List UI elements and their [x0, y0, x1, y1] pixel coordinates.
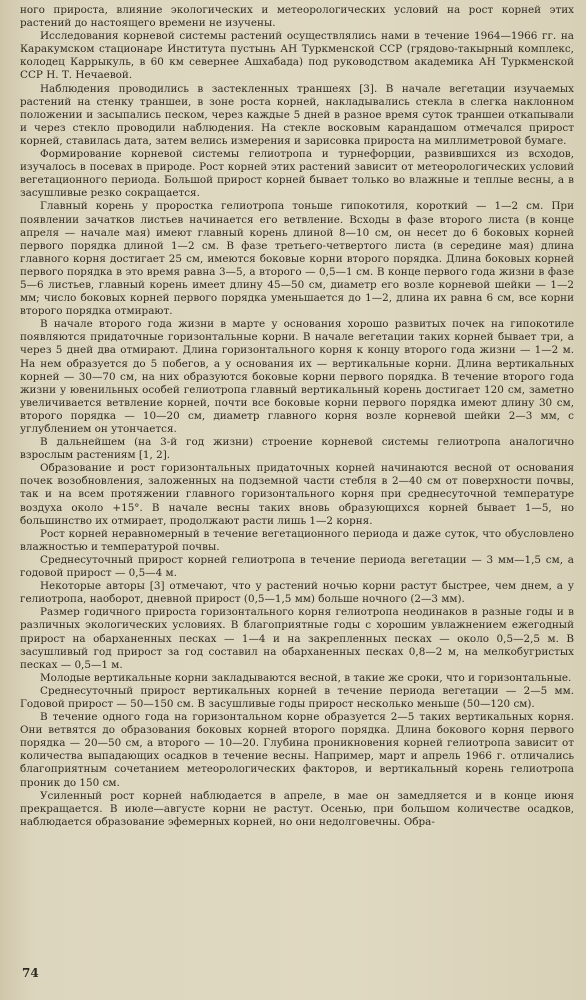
- paragraph-1: ного прироста, влияние экологических и метеорологических условий на рост корней этих растений до настоящего времени не изучены.: [20, 4, 574, 30]
- paragraph-15: В течение одного года на горизонтальном корне образуется 2—5 таких вертикальных корня. Они ветвятся до образования боковых корней второго порядка. Длина бокового корня первого порядка — 20—50 см, а второго — 10—20. Глубина проникновения корней гелиотропа зависит от количества выпадающих осадков в течение весны. Например, март и апрель 1966 г. отличались благоприятным сочетанием метеорологических факторов, и вертикальный корень гелиотропа проник до 150 см.: [20, 711, 574, 789]
- paragraph-8: Образование и рост горизонтальных придаточных корней начинаются весной от основания почек возобновления, заложенных на подземной части стебля в 2—40 см от поверхности почвы, так и на всем протяжении главного горизонтального корня при среднесуточной температуре воздуха около +15°. В начале весны таких вновь образующихся корней бывает 1—5, но большинство их отмирает, продолжают расти лишь 1—2 корня.: [20, 462, 574, 527]
- paragraph-9: Рост корней неравномерный в течение вегетационного периода и даже суток, что обусловлено влажностью и температурой почвы.: [20, 527, 574, 553]
- paragraph-3: Наблюдения проводились в застекленных траншеях [3]. В начале вегетации изучаемых растений на стенку траншеи, в зоне роста корней, накладывались стекла в слегка наклонном положении и засыпались песком, через каждые 5 дней в разное время суток траншеи откапывали и через стекло проводили наблюдения. На стекле восковым карандашом отмечался прирост корней, ставилась дата, затем велись измерения и зарисовка прироста на миллиметровой бумаге.: [20, 82, 574, 147]
- paragraph-12: Размер годичного прироста горизонтального корня гелиотропа неодинаков в разные годы и в различных экологических условиях. В благоприятные годы с хорошим увлажнением ежегодный прирост на обарханенных песках — 1—4 и на закрепленных песках — около 0,5—2,5 м. В засушливый год прирост за год составил на обарханенных песках 0,8—2 м, на мелкобугристых песках — 0,5—1 м.: [20, 606, 574, 671]
- body-text: [20, 4, 574, 829]
- paragraph-2: Исследования корневой системы растений осуществлялись нами в течение 1964—1966 гг. на Каракумском стационаре Института пустынь АН Туркменской ССР (грядово-такырный комплекс, колодец Каррыкуль, в 60 км севернее Ашхабада) под руководством академика АН Туркменской ССР Н. Т. Нечаевой.: [20, 30, 574, 82]
- paragraph-14: Среднесуточный прирост вертикальных корней в течение периода вегетации — 2—5 мм. Годовой прирост — 50—150 см. В засушливые годы прирост несколько меньше (50—120 см).: [20, 684, 574, 710]
- paragraph-16: Усиленный рост корней наблюдается в апреле, в мае он замедляется и в конце июня прекращается. В июле—августе корни не растут. Осенью, при большом количестве осадков, наблюдается образование эфемерных корней, но они недолговечны. Обра-: [20, 789, 574, 828]
- paragraph-6: В начале второго года жизни в марте у основания хорошо развитых почек на гипокотиле появляются придаточные горизонтальные корни. В начале вегетации таких корней бывает три, а через 5 дней два отмирают. Длина горизонтального корня к концу второго года жизни — 1—2 м. На нем образуется до 5 побегов, а у основания их — вертикальные корни. Длина вертикальных корней — 30—70 см, на них образуются боковые корни первого порядка. В течение второго года жизни у ювенильных особей гелиотропа главный вертикальный корень достигает 120 см, заметно увеличивается ветвление корней, почти все боковые корни первого порядка имеют длину 30 см, второго порядка — 10—20 см, диаметр главного корня возле корневой шейки 2—3 мм, с углублением он утончается.: [20, 318, 574, 435]
- paragraph-4: Формирование корневой системы гелиотропа и турнефорции, развившихся из всходов, изучалось в посевах в природе. Рост корней этих растений зависит от метеорологических условий вегетационного периода. Большой прирост корней бывает только во влажные и теплые весны, а в засушливые резко сокращается.: [20, 148, 574, 200]
- paragraph-5: Главный корень у проростка гелиотропа тоньше гипокотиля, короткий — 1—2 см. При появлении зачатков листьев начинается его ветвление. Всходы в фазе второго листа (в конце апреля — начале мая) имеют главный корень длиной 8—10 см, он несет до 6 боковых корней первого порядка длиной 1—2 см. В фазе третьего-четвертого листа (в середине мая) длина главного корня достигает 25 см, имеются боковые корни второго порядка. Длина боковых корней первого порядка в это время равна 3—5, а второго — 0,5—1 см. В конце первого года жизни в фазе 5—6 листьев, главный корень имеет длину 45—50 см, диаметр его возле корневой шейки — 1—2 мм; число боковых корней первого порядка уменьшается до 1—2, длина их равна 6 см, все корни второго порядка отмирают.: [20, 200, 574, 318]
- paragraph-11: Некоторые авторы [3] отмечают, что у растений ночью корни растут быстрее, чем днем, а у гелиотропа, наоборот, дневной прирост (0,5—1,5 мм) больше ночного (2—3 мм).: [20, 580, 574, 606]
- page-number: 74: [22, 966, 39, 980]
- paragraph-7: В дальнейшем (на 3-й год жизни) строение корневой системы гелиотропа аналогично взрослым растениям [1, 2].: [20, 436, 574, 462]
- paragraph-13: Молодые вертикальные корни закладываются весной, в такие же сроки, что и горизонтальные.: [40, 671, 572, 684]
- paragraph-10: Среднесуточный прирост корней гелиотропа в течение периода вегетации — 3 мм—1,5 см, а годовой прирост — 0,5—4 м.: [20, 553, 574, 580]
